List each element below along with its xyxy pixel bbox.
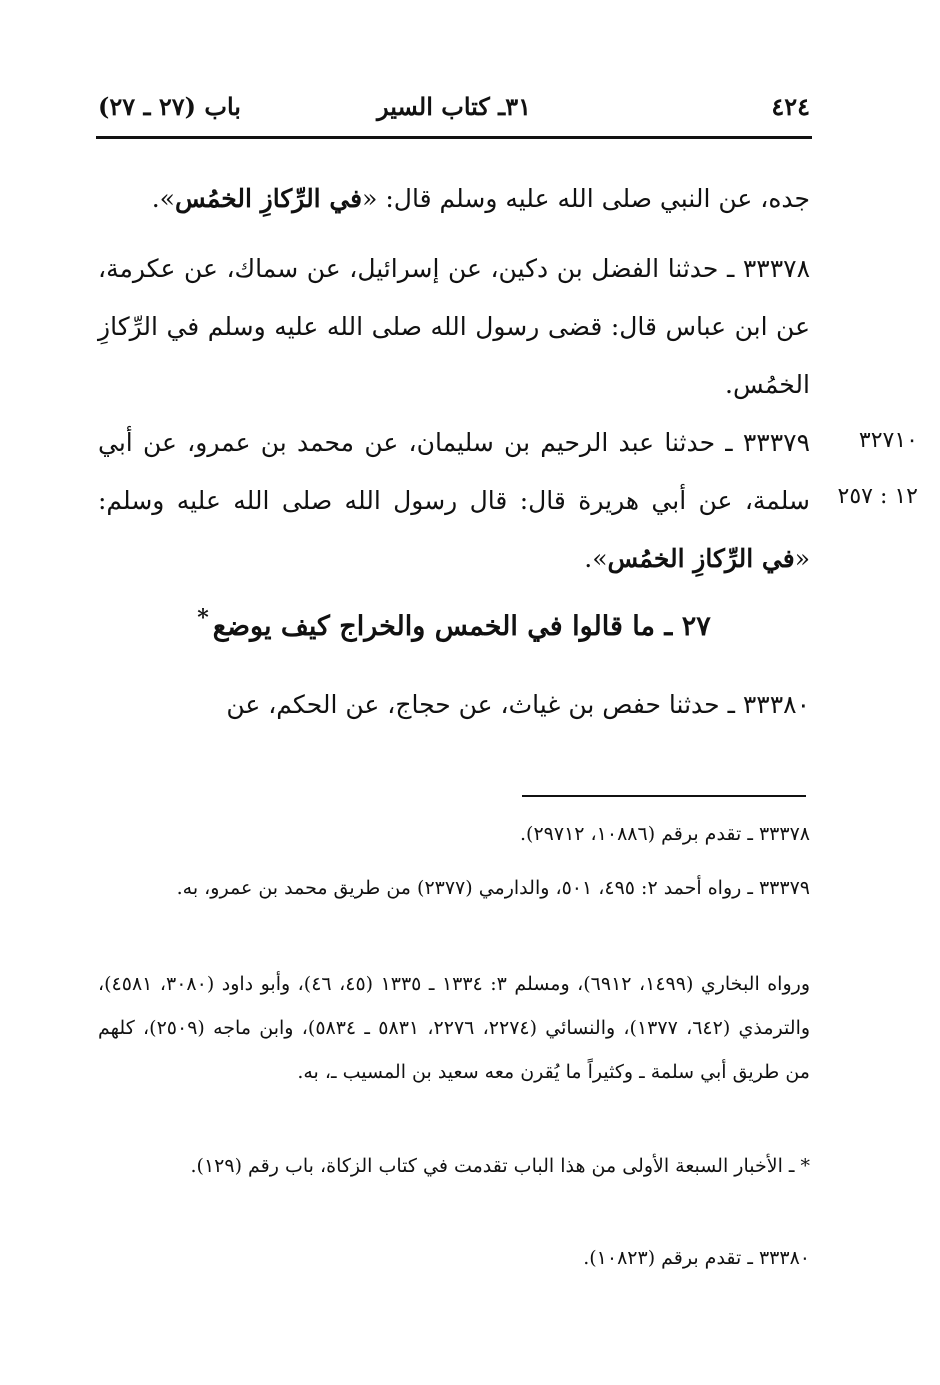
margin-ref-1: ٣٢٧١٠	[858, 428, 918, 453]
section-heading-text: ٢٧ ـ ما قالوا في الخمس والخراج كيف يوضع	[212, 611, 711, 642]
page-number: ٤٢٤	[771, 92, 810, 121]
footnote-rule	[522, 795, 806, 797]
para3-text: ٣٣٣٧٩ ـ حدثنا عبد الرحيم بن سليمان، عن محمد بن عمرو، عن أبي سلمة، عن أبي هريرة قال: قال رسول الله صلى الله عليه وسلم: «	[98, 428, 810, 573]
hadith-33380	[98, 676, 810, 734]
book-title: ٣١ـ كتاب السير	[377, 92, 531, 121]
paragraph-continuation	[98, 170, 810, 228]
para1-text: جده، عن النبي صلى الله عليه وسلم قال: «	[362, 184, 810, 213]
section-star: *	[197, 605, 209, 631]
hadith-33378	[98, 240, 810, 414]
footnote-5: ٣٣٣٨٠ ـ تقدم برقم (١٠٨٢٣).	[583, 1247, 810, 1269]
header-rule	[96, 136, 812, 139]
para3-quote: في الرِّكازِ الخمُس	[607, 544, 795, 573]
section-heading	[98, 605, 810, 642]
para1-end: ».	[151, 184, 175, 213]
hadith-33379	[98, 414, 810, 588]
para1-quote: في الرِّكازِ الخمُس	[174, 184, 363, 213]
para4-text: ٣٣٣٨٠ ـ حدثنا حفص بن غياث، عن حجاج، عن الحكم، عن	[226, 690, 810, 719]
chapter-reference: باب (٢٧ ـ ٢٧)	[98, 92, 241, 121]
footnote-1: ٣٣٣٧٨ ـ تقدم برقم (١٠٨٨٦، ٢٩٧١٢).	[520, 823, 810, 845]
footnote-2: ٣٣٣٧٩ ـ رواه أحمد ٢: ٤٩٥، ٥٠١، والدارمي (٢٣٧٧) من طريق محمد بن عمرو، به.	[176, 877, 810, 899]
page-header	[98, 86, 810, 130]
para2-text: ٣٣٣٧٨ ـ حدثنا الفضل بن دكين، عن إسرائيل، عن سماك، عن عكرمة، عن ابن عباس قال: قضى رسول الله صلى الله عليه وسلم في الرِّكازِ الخمُس.	[98, 254, 810, 399]
margin-ref-2: ١٢ : ٢٥٧	[837, 484, 918, 509]
footnote-4: * ـ الأخبار السبعة الأولى من هذا الباب تقدمت في كتاب الزكاة، باب رقم (١٢٩).	[190, 1155, 810, 1177]
footnote-3: ورواه البخاري (١٤٩٩، ٦٩١٢)، ومسلم ٣: ١٣٣٤ ـ ١٣٣٥ (٤٥، ٤٦)، وأبو داود (٣٠٨٠، ٤٥٨١)، والترمذي (٦٤٢، ١٣٧٧)، والنسائي (٢٢٧٤، ٢٢٧٦، ٥٨٣١ ـ ٥٨٣٤)، وابن ماجه (٢٥٠٩)، كلهم من طريق أبي سلمة ـ وكثيراً ما يُقرن معه سعيد بن المسيب ـ، به.	[98, 973, 811, 1083]
para3-end: ».	[584, 544, 608, 573]
